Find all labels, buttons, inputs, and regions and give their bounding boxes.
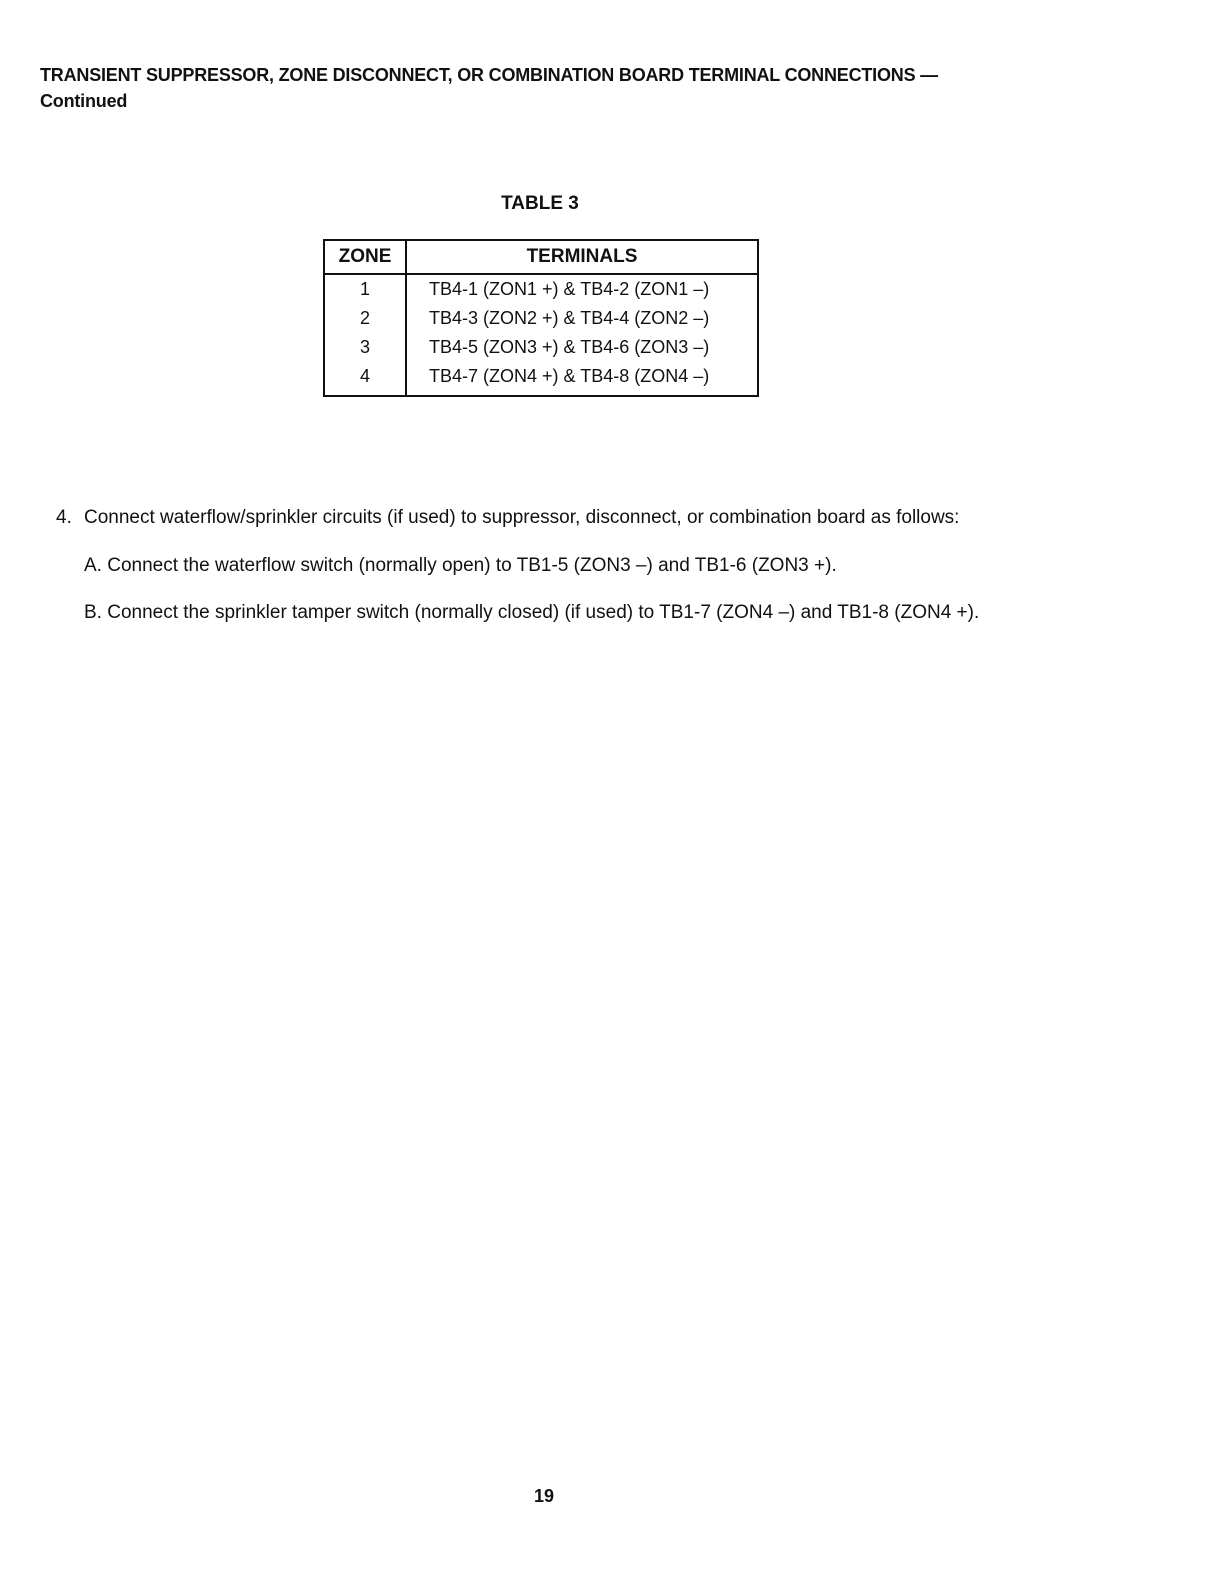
table-row [324, 362, 758, 396]
table-row [324, 333, 758, 362]
terminals-cell: TB4-5 (ZON3 +) & TB4-6 (ZON3 –) [429, 337, 710, 357]
page-number: 19 [533, 1486, 555, 1506]
zone-cell: 2 [324, 304, 406, 333]
section-heading-line2: Continued [40, 91, 128, 111]
section-heading [40, 62, 938, 114]
column-header-terminals: TERMINALS [406, 240, 758, 274]
step-text: Connect waterflow/sprinkler circuits (if used) to suppressor, disconnect, or combination board as follows: [84, 507, 960, 528]
section-heading-line1: TRANSIENT SUPPRESSOR, ZONE DISCONNECT, OR COMBINATION BOARD TERMINAL CONNECTIONS — [40, 65, 938, 85]
step-4-substep-a: A. Connect the waterflow switch (normally open) to TB1-5 (ZON3 –) and TB1-6 (ZON3 +). [84, 555, 837, 576]
step-4 [56, 507, 959, 529]
terminals-cell: TB4-1 (ZON1 +) & TB4-2 (ZON1 –) [429, 279, 710, 299]
table-row [324, 304, 758, 333]
table-header-row [324, 240, 758, 274]
zone-cell: 3 [324, 333, 406, 362]
zone-cell: 1 [324, 274, 406, 304]
zone-terminals-table [323, 239, 759, 397]
terminals-cell: TB4-7 (ZON4 +) & TB4-8 (ZON4 –) [429, 366, 710, 386]
zone-cell: 4 [324, 362, 406, 396]
column-header-zone: ZONE [324, 240, 406, 274]
step-number: 4. [56, 507, 72, 528]
table-row [324, 274, 758, 304]
terminals-cell: TB4-3 (ZON2 +) & TB4-4 (ZON2 –) [429, 308, 710, 328]
step-4-substep-b: B. Connect the sprinkler tamper switch (normally closed) (if used) to TB1-7 (ZON4 –) and TB1-8 (ZON4 +). [84, 602, 980, 623]
table-caption: TABLE 3 [501, 193, 579, 214]
